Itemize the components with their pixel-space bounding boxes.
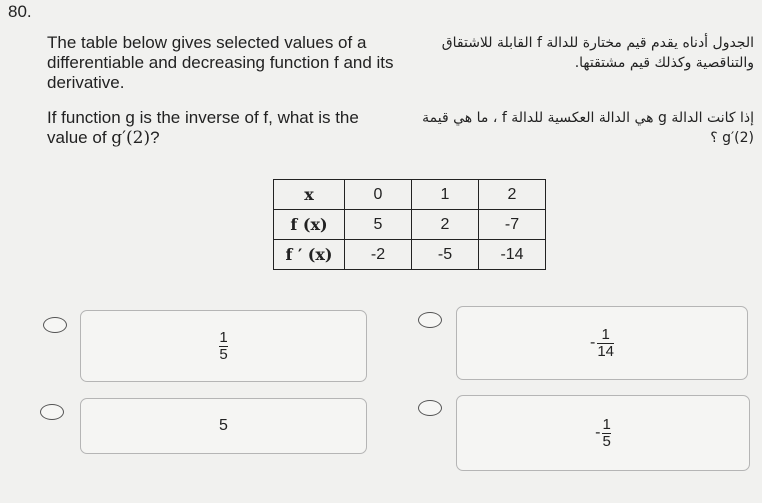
table-cell: 2 bbox=[412, 210, 479, 240]
choice-a-denominator: 5 bbox=[219, 345, 228, 363]
choice-b-denominator: 14 bbox=[597, 342, 614, 360]
table-header-cell: 1 bbox=[412, 180, 479, 210]
english-question-post: ? bbox=[150, 128, 160, 147]
english-question-expr: g′(2) bbox=[111, 128, 151, 148]
english-question bbox=[47, 108, 377, 148]
table-header-row bbox=[274, 180, 546, 210]
table-cell: 5 bbox=[345, 210, 412, 240]
english-question-pre: If function g is the inverse of f, what is the value of bbox=[47, 108, 359, 147]
choice-a-fraction bbox=[219, 330, 227, 363]
choice-d-box[interactable] bbox=[456, 395, 750, 471]
choice-b-box[interactable] bbox=[456, 306, 748, 380]
choice-c-value: 5 bbox=[219, 417, 228, 434]
table-cell: -5 bbox=[412, 240, 479, 270]
choice-b-fraction bbox=[597, 327, 614, 360]
choice-b-radio[interactable] bbox=[418, 312, 442, 328]
arabic-question: إذا كانت الدالة g هي الدالة العكسية للدالة f ، ما هي قيمة g′(2) ؟ bbox=[422, 110, 754, 146]
table-row-label: f (x) bbox=[274, 210, 345, 240]
table-header-cell: 0 bbox=[345, 180, 412, 210]
table-row-label: f ′ (x) bbox=[274, 240, 345, 270]
choice-b-sign: - bbox=[589, 334, 596, 351]
question-number: 80. bbox=[8, 2, 32, 21]
table-header-cell: 2 bbox=[479, 180, 546, 210]
table-cell: -7 bbox=[479, 210, 546, 240]
arabic-intro: الجدول أدناه يقدم قيم مختارة للدالة f القابلة للاشتقاق والتناقصية وكذلك قيم مشتقتها. bbox=[441, 35, 754, 71]
table-cell: -14 bbox=[479, 240, 546, 270]
choice-d-numerator: 1 bbox=[602, 415, 611, 433]
choice-d-radio[interactable] bbox=[418, 400, 442, 416]
choice-a-box[interactable] bbox=[80, 310, 367, 382]
choice-c-box[interactable] bbox=[80, 398, 367, 454]
table-cell: -2 bbox=[345, 240, 412, 270]
values-table bbox=[273, 179, 546, 270]
table-row bbox=[274, 240, 546, 270]
table-header-cell: x bbox=[274, 180, 345, 210]
choice-b-numerator: 1 bbox=[601, 325, 610, 343]
english-intro: The table below gives selected values of a differentiable and decreasing function f and its derivative. bbox=[47, 33, 394, 92]
choice-a-numerator: 1 bbox=[219, 328, 228, 346]
choice-c-radio[interactable] bbox=[40, 404, 64, 420]
choice-d-denominator: 5 bbox=[602, 432, 611, 450]
choice-d-sign: - bbox=[595, 424, 601, 441]
choice-d-fraction bbox=[602, 417, 610, 450]
choice-a-radio[interactable] bbox=[43, 317, 67, 333]
table-row bbox=[274, 210, 546, 240]
